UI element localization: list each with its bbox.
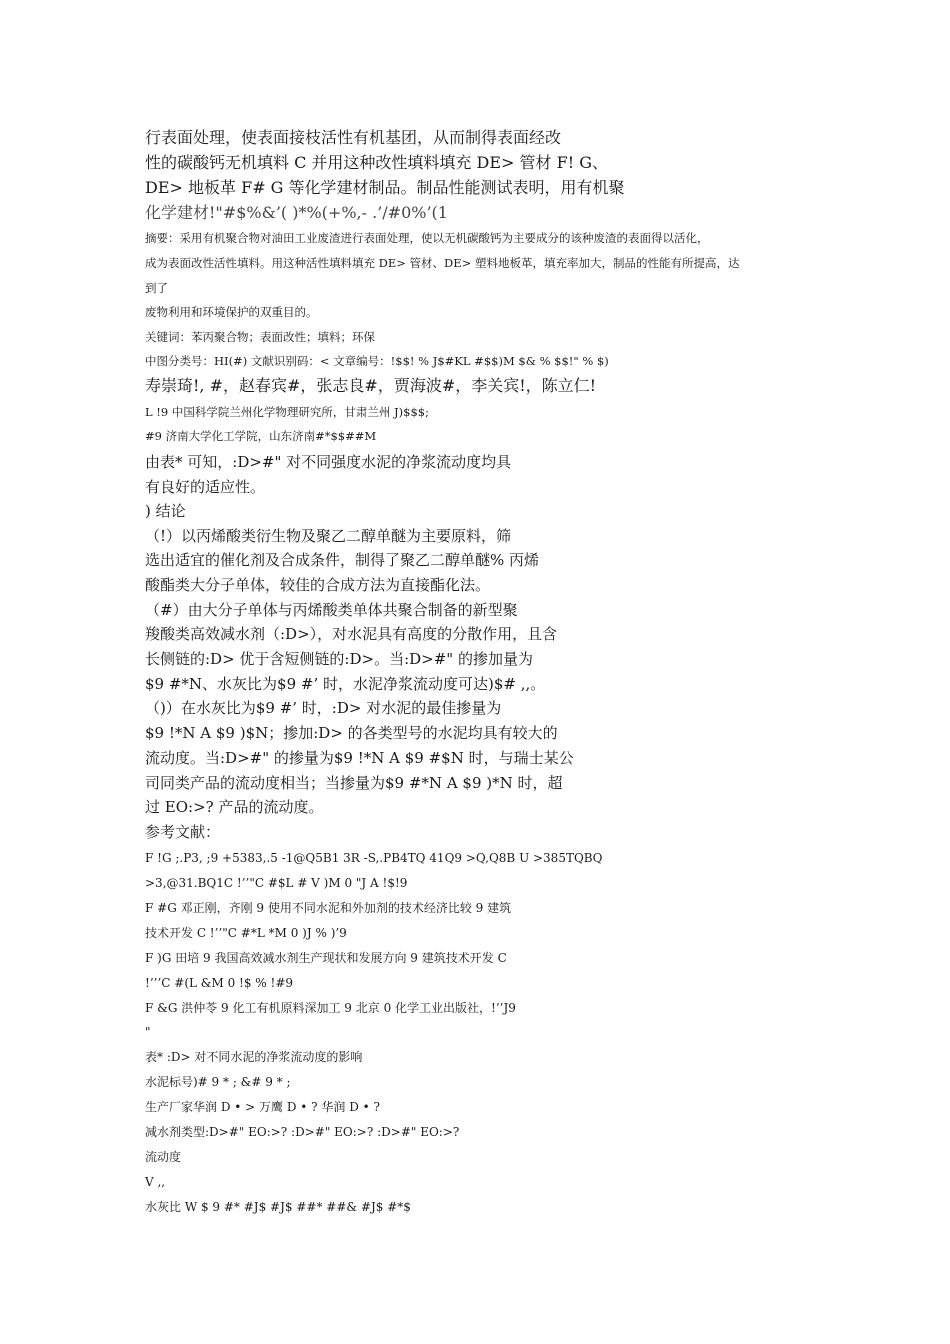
intro-line: 行表面处理，使表面接枝活性有机基团，从而制得表面经改 <box>145 128 562 147</box>
english-title: 化学建材!"#$%&’( )*%(+%,- .’/#0%’(1 <box>145 203 448 222</box>
body-line: 有良好的适应性。 <box>145 478 266 496</box>
body-line: （!）以丙烯酸类衍生物及聚乙二醇单醚为主要原料，筛 <box>145 527 512 545</box>
classification: 中图分类号：HI(#) 文献识别码：< 文章编号：!$$! % J$#KL #$$)M $& % $$!" % $) <box>145 354 609 368</box>
affiliation-line: L !9 中国科学院兰州化学物理研究所，甘肃兰州 J)$$$; <box>145 405 429 419</box>
reference-line: >3,@31.BQ1C !’’"C #$L # V )M 0 "J A !$!9 <box>145 876 408 890</box>
reference-line: " <box>145 1025 151 1039</box>
keywords: 关键词：苯丙聚合物；表面改性；填料；环保 <box>145 330 375 344</box>
affiliation-line: #9 济南大学化工学院，山东济南#*$$##M <box>145 429 377 443</box>
body-line: $9 !*N A $9 )$N；掺加:D> 的各类型号的水泥均具有较大的 <box>145 724 558 742</box>
body-line: 长侧链的:D> 优于含短侧链的:D>。当:D>#" 的掺加量为 <box>145 650 533 668</box>
body-line: 羧酸类高效减水剂（:D>），对水泥具有高度的分散作用，且含 <box>145 625 558 643</box>
table-row: 水灰比 W $ 9 #* #J$ #J$ ##* ##& #J$ #*$ <box>145 1200 411 1214</box>
body-line: 由表* 可知，:D>#" 对不同强度水泥的净浆流动度均具 <box>145 453 512 471</box>
body-line: $9 #*N、水灰比为$9 #’ 时，水泥净浆流动度可达)$# ,,。 <box>145 675 546 693</box>
body-line: （#）由大分子单体与丙烯酸类单体共聚合制备的新型聚 <box>145 601 518 619</box>
body-line: 酸酯类大分子单体，较佳的合成方法为直接酯化法。 <box>145 576 491 594</box>
abstract-line: 到了 <box>145 281 168 295</box>
body-line: 选出适宜的催化剂及合成条件，制得了聚乙二醇单醚% 丙烯 <box>145 551 540 569</box>
authors: 寿崇琦!, #，赵春宾#，张志良#，贾海波#，李关宾!，陈立仁! <box>145 376 597 395</box>
reference-line: F &G 洪仲苓 9 化工有机原料深加工 9 北京 0 化学工业出版社，!’’J9 <box>145 1001 516 1015</box>
table-caption: 表* :D> 对不同水泥的净浆流动度的影响 <box>145 1050 363 1064</box>
body-line: 过 EO:>? 产品的流动度。 <box>145 798 324 816</box>
reference-line: !’’’C #(L &M 0 !$ % !#9 <box>145 976 294 990</box>
reference-line: F )G 田培 9 我国高效减水剂生产现状和发展方向 9 建筑技术开发 C <box>145 951 507 965</box>
section-heading: ) 结论 <box>145 502 186 520</box>
reference-line: F !G ;.P3, ;9 +5383,.5 -1@Q5B1 3R -S,.PB4TQ 41Q9 >Q,Q8B U >385TQBQ <box>145 851 603 865</box>
abstract-line: 成为表面改性活性填料。用这种活性填料填充 DE> 管材、DE> 塑料地板革，填充率加大，制品的性能有所提高，达 <box>145 256 740 270</box>
abstract-line: 废物利用和环境保护的双重目的。 <box>145 305 318 319</box>
reference-line: F #G 邓正刚，齐刚 9 使用不同水泥和外加剂的技术经济比较 9 建筑 <box>145 901 512 915</box>
reference-line: 技术开发 C !’’"C #*L *M 0 )J % )’9 <box>145 926 347 940</box>
abstract-line: 摘要：采用有机聚合物对油田工业废渣进行表面处理，使以无机碳酸钙为主要成分的该种废渣的表面得以活化， <box>145 231 709 245</box>
table-row: 减水剂类型:D>#" EO:>? :D>#" EO:>? :D>#" EO:>? <box>145 1125 460 1139</box>
intro-line: 性的碳酸钙无机填料 C 并用这种改性填料填充 DE> 管材 F! G、 <box>145 153 608 172</box>
table-row: 流动度 <box>145 1150 182 1164</box>
table-row: 生产厂家华润 D • > 万鹰 D • ? 华润 D • ? <box>145 1100 380 1114</box>
body-line: 司同类产品的流动度相当；当掺量为$9 #*N A $9 )*N 时，超 <box>145 774 563 792</box>
table-row: V ,, <box>145 1175 166 1189</box>
table-row: 水泥标号)# 9 * ; &# 9 * ; <box>145 1075 291 1089</box>
intro-line: DE> 地板革 F# G 等化学建材制品。制品性能测试表明，用有机聚 <box>145 178 625 197</box>
body-line: 流动度。当:D>#" 的掺量为$9 !*N A $9 #$N 时，与瑞士某公 <box>145 749 574 767</box>
references-heading: 参考文献： <box>145 823 221 841</box>
body-line: （)）在水灰比为$9 #’ 时，:D> 对水泥的最佳掺量为 <box>145 699 502 717</box>
